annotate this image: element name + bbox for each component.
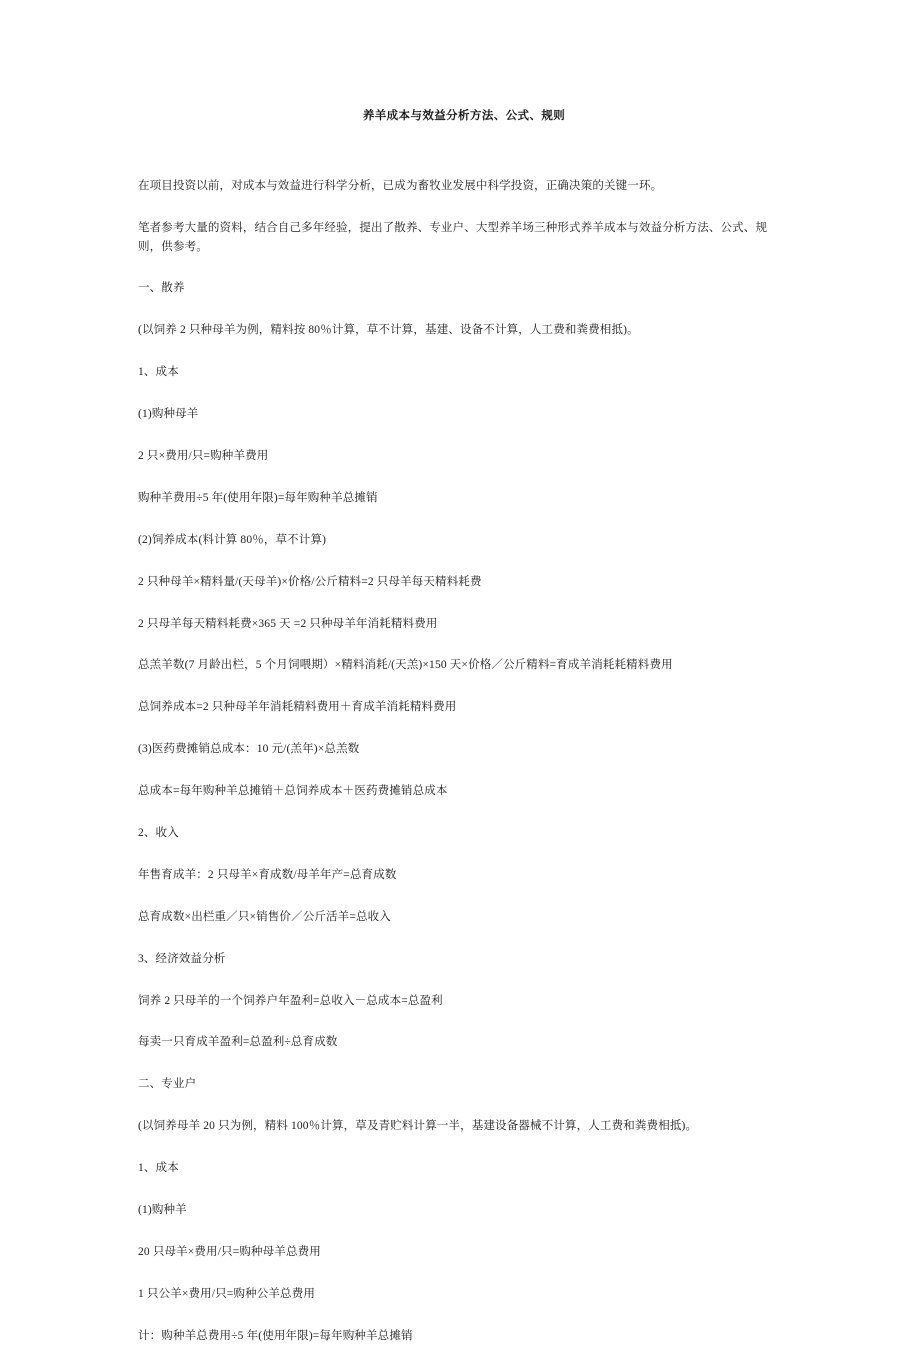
paragraph-12: (3)医药费摊销总成本：10 元/(羔年)×总羔数 xyxy=(138,743,360,756)
document-body xyxy=(138,108,790,1369)
paragraph-2: 笔者参考大量的资料，结合自己多年经验，提出了散养、专业户、大型养羊场三种形式养羊成本与效益分析方法、公式、规则，供参考。 xyxy=(138,222,768,253)
paragraph-1: 在项目投资以前，对成本与效益进行科学分析，已成为畜牧业发展中科学投资，正确决策的关键一环。 xyxy=(138,180,663,193)
paragraph-4: (1)购种母羊 xyxy=(138,408,199,421)
paragraph-13: 总成本=每年购种羊总摊销＋总饲养成本＋医药费摊销总成本 xyxy=(138,785,448,798)
paragraph-20: 20 只母羊×费用/只=购种母羊总费用 xyxy=(138,1245,321,1258)
paragraph-5: 2 只×费用/只=购种羊费用 xyxy=(138,449,269,462)
subsection-heading-3: 3、经济效益分析 xyxy=(138,952,226,965)
paragraph-11: 总饲养成本=2 只种母羊年消耗精料费用＋育成羊消耗精料费用 xyxy=(138,701,457,714)
paragraph-10: 总羔羊数(7 月龄出栏，5 个月饲喂期）×精料消耗/(天羔)×150 天×价格／公斤精料=育成羊消耗耗精料费用 xyxy=(138,659,673,672)
section-heading-2: 二、专业户 xyxy=(138,1078,197,1091)
section-heading-1: 一、散养 xyxy=(138,282,185,295)
paragraph-17: 每卖一只育成羊盈利=总盈利÷总育成数 xyxy=(138,1036,338,1049)
subsection-heading-1: 1、成本 xyxy=(138,366,179,379)
subsection-heading-4: 1、成本 xyxy=(138,1162,179,1175)
paragraph-3: (以饲养 2 只种母羊为例，精料按 80％计算，草不计算，基建、设备不计算，人工费和粪费相抵)。 xyxy=(138,324,639,337)
paragraph-9: 2 只母羊每天精料耗费×365 天 =2 只种母羊年消耗精料费用 xyxy=(138,617,438,630)
paragraph-18: (以饲养母羊 20 只为例，精料 100％计算，草及青贮料计算一半，基建设备器械不计算，人工费和粪费相抵)。 xyxy=(138,1120,698,1133)
subsection-heading-2: 2、收入 xyxy=(138,827,179,839)
paragraph-15: 总育成数×出栏重／只×销售价／公斤活羊=总收入 xyxy=(138,910,391,923)
paragraph-14: 年售育成羊：2 只母羊×育成数/母羊年产=总育成数 xyxy=(138,868,397,881)
paragraph-6: 购种羊费用÷5 年(使用年限)=每年购种羊总摊销 xyxy=(138,491,378,504)
paragraph-7: (2)饲养成本(料计算 80％，草不计算) xyxy=(138,533,327,546)
paragraph-8: 2 只种母羊×精料量/(天母羊)×价格/公斤精料=2 只母羊每天精料耗费 xyxy=(138,575,482,588)
paragraph-22: 计：购种羊总费用÷5 年(使用年限)=每年购种羊总摊销 xyxy=(138,1329,413,1342)
paragraph-21: 1 只公羊×费用/只=购种公羊总费用 xyxy=(138,1287,315,1300)
page-title: 养羊成本与效益分析方法、公式、规则 xyxy=(362,110,566,122)
paragraph-16: 饲养 2 只母羊的一个饲养户年盈利=总收入－总成本=总盈利 xyxy=(138,994,443,1007)
paragraph-19: (1)购种羊 xyxy=(138,1204,187,1217)
